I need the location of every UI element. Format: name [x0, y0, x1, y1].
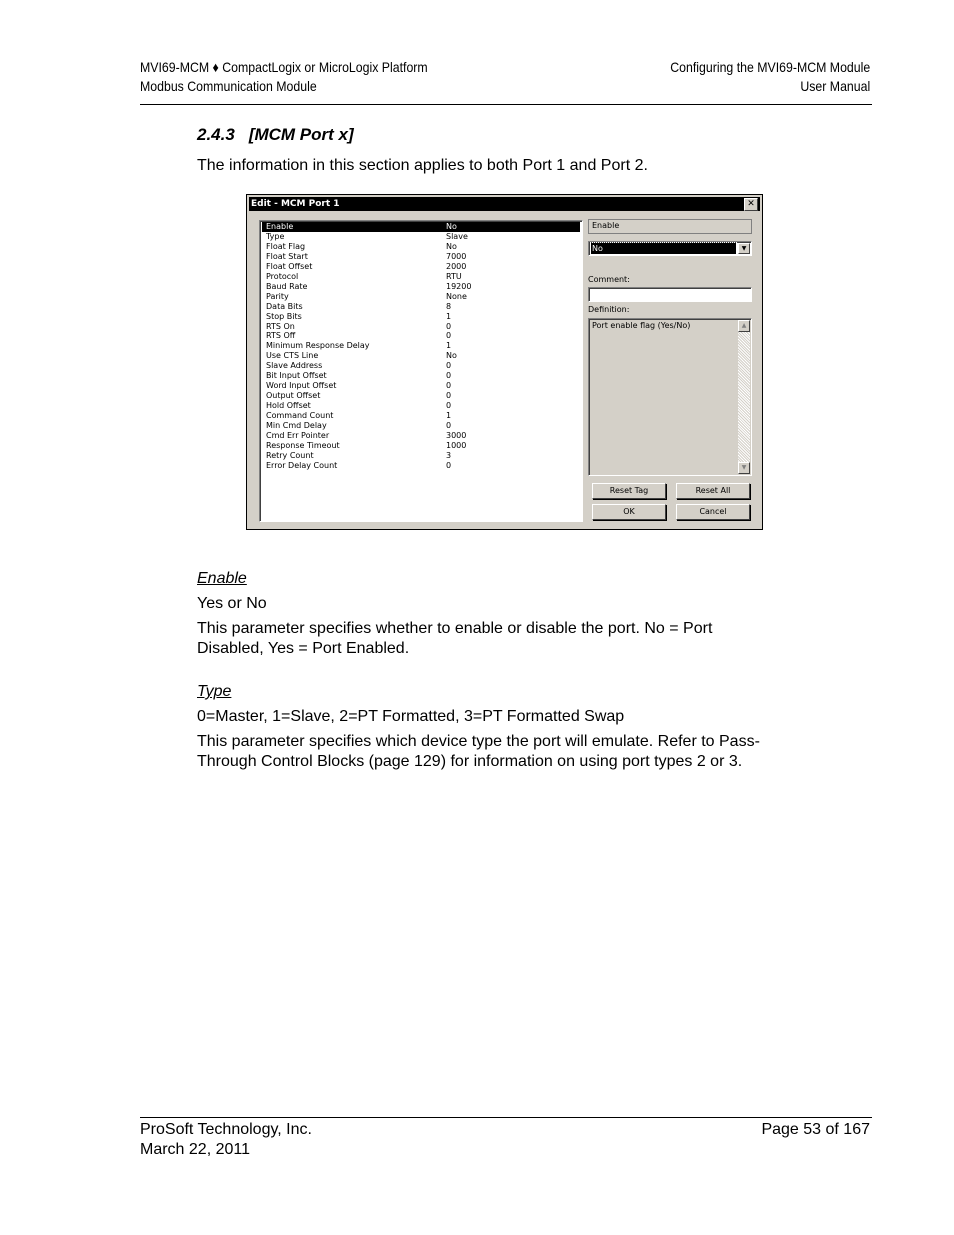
parameter-value: No	[446, 241, 457, 251]
parameter-value: 0	[446, 371, 452, 381]
section-intro: The information in this section applies to both Port 1 and Port 2.	[197, 157, 648, 174]
parameter-value: 2000	[446, 261, 467, 271]
parameter-value: 1	[446, 411, 452, 421]
edit-dialog	[246, 194, 763, 530]
section-heading	[197, 125, 354, 145]
parameter-row[interactable]	[262, 461, 580, 471]
definition-text: Port enable flag (Yes/No)	[592, 321, 691, 330]
footer-date: March 22, 2011	[140, 1141, 250, 1158]
parameter-value: 0	[446, 421, 452, 430]
parameter-name: Response Timeout	[266, 440, 340, 450]
parameter-name: Min Cmd Delay	[266, 421, 327, 430]
parameter-row[interactable]	[262, 371, 580, 381]
section-title: [MCM Port x]	[248, 125, 354, 144]
parameter-value: 0	[446, 401, 452, 411]
selected-tag-field: Enable	[588, 219, 752, 234]
parameter-row[interactable]	[262, 331, 580, 341]
header-module-line: Modbus Communication Module	[140, 78, 317, 94]
parameter-name: Protocol	[266, 271, 299, 281]
parameter-value: No	[446, 222, 457, 231]
parameter-name: Minimum Response Delay	[266, 341, 370, 351]
parameter-name: Word Input Offset	[266, 381, 337, 391]
parameter-name: Use CTS Line	[266, 351, 319, 361]
parameter-row[interactable]	[262, 451, 580, 461]
parameter-name: RTS On	[266, 321, 295, 331]
parameter-value: 0	[446, 391, 452, 401]
parameter-value: 0	[446, 331, 452, 341]
parameter-value: 3	[446, 450, 452, 460]
parameter-row[interactable]	[262, 341, 580, 351]
running-header-right	[670, 58, 870, 96]
parameter-row[interactable]	[262, 351, 580, 361]
footer-left	[140, 1120, 312, 1160]
footer-company: ProSoft Technology, Inc.	[140, 1121, 312, 1138]
parameter-name: Float Offset	[266, 261, 313, 271]
parameter-name: Command Count	[266, 411, 334, 421]
parameter-name: Float Start	[266, 251, 308, 261]
parameter-value: 7000	[446, 251, 467, 261]
scroll-up-icon[interactable]: ▲	[738, 320, 750, 332]
reset-all-button[interactable]: Reset All	[676, 483, 750, 499]
enable-description: This parameter specifies whether to enable or disable the port. No = Port Disabled, Yes = Port Enabled.	[197, 620, 713, 657]
parameter-value: 1	[446, 341, 452, 351]
parameter-name: Retry Count	[266, 450, 314, 460]
parameter-name: Cmd Err Pointer	[266, 430, 330, 440]
comment-input[interactable]	[588, 287, 752, 302]
parameter-row[interactable]	[262, 361, 580, 371]
reset-tag-button[interactable]: Reset Tag	[592, 483, 666, 499]
parameter-value: 0	[446, 460, 452, 470]
ok-button[interactable]: OK	[592, 504, 666, 520]
parameter-row[interactable]	[262, 431, 580, 441]
parameter-name: Hold Offset	[266, 401, 311, 411]
parameter-value: 3000	[446, 430, 467, 440]
parameter-name: Baud Rate	[266, 281, 308, 291]
parameter-name: Parity	[266, 291, 289, 301]
value-dropdown[interactable]	[588, 241, 752, 256]
parameter-name: Bit Input Offset	[266, 371, 327, 381]
parameter-name: Data Bits	[266, 301, 303, 311]
parameter-row[interactable]	[262, 272, 580, 282]
parameter-row[interactable]	[262, 411, 580, 421]
parameter-row[interactable]	[262, 252, 580, 262]
parameter-name: RTS Off	[266, 331, 296, 341]
header-product-line: MVI69-MCM ♦ CompactLogix or MicroLogix Platform	[140, 59, 428, 75]
parameter-name: Type	[266, 231, 285, 241]
footer-page-number: Page 53 of 167	[761, 1121, 870, 1138]
cancel-button[interactable]: Cancel	[676, 504, 750, 520]
parameter-row[interactable]	[262, 302, 580, 312]
parameter-name: Float Flag	[266, 241, 306, 251]
dialog-titlebar	[249, 197, 760, 211]
parameter-row[interactable]	[262, 222, 580, 232]
parameter-row[interactable]	[262, 322, 580, 332]
definition-label: Definition:	[588, 305, 630, 314]
parameter-value: Slave	[446, 231, 468, 241]
parameter-row[interactable]	[262, 441, 580, 451]
running-header-left	[140, 58, 428, 96]
footer-rule	[140, 1117, 872, 1118]
parameter-name: Enable	[266, 222, 294, 231]
parameter-value: 1000	[446, 440, 467, 450]
type-description: This parameter specifies which device type the port will emulate. Refer to Pass-Through Control Blocks (page 129) for information on using port types 2 or 3.	[197, 733, 760, 770]
parameter-value: 1	[446, 311, 452, 321]
type-heading: Type	[197, 683, 232, 700]
parameter-value: 0	[446, 361, 452, 371]
parameter-name: Output Offset	[266, 391, 321, 401]
parameter-row[interactable]	[262, 381, 580, 391]
parameter-list[interactable]	[259, 220, 583, 522]
parameter-value: 8	[446, 301, 452, 311]
parameter-name: Stop Bits	[266, 311, 302, 321]
type-values: 0=Master, 1=Slave, 2=PT Formatted, 3=PT Formatted Swap	[197, 708, 625, 725]
parameter-row[interactable]	[262, 282, 580, 292]
dialog-title: Edit - MCM Port 1	[251, 199, 340, 209]
parameter-value: 0	[446, 321, 452, 331]
value-dropdown-selected: No	[591, 243, 736, 254]
header-chapter-line: Configuring the MVI69-MCM Module	[670, 59, 870, 75]
scroll-down-icon[interactable]: ▼	[738, 462, 750, 474]
parameter-name: Error Delay Count	[266, 460, 338, 470]
parameter-value: RTU	[446, 271, 462, 281]
parameter-value: 0	[446, 381, 452, 391]
parameter-row[interactable]	[262, 312, 580, 322]
parameter-value: No	[446, 351, 457, 361]
parameter-value: 19200	[446, 281, 472, 291]
parameter-row[interactable]	[262, 242, 580, 252]
enable-values: Yes or No	[197, 595, 267, 612]
chevron-down-icon[interactable]: ▼	[738, 243, 750, 254]
header-manual-line: User Manual	[800, 78, 870, 94]
parameter-row[interactable]	[262, 391, 580, 401]
parameter-row[interactable]	[262, 401, 580, 411]
parameter-value: None	[446, 291, 467, 301]
parameter-row[interactable]	[262, 262, 580, 272]
parameter-row[interactable]	[262, 421, 580, 431]
comment-label: Comment:	[588, 275, 630, 284]
parameter-name: Slave Address	[266, 361, 323, 371]
section-number: 2.4.3	[197, 125, 235, 144]
parameter-row[interactable]	[262, 292, 580, 302]
close-icon[interactable]: ✕	[744, 198, 758, 211]
enable-heading: Enable	[197, 570, 247, 587]
parameter-row[interactable]	[262, 232, 580, 242]
definition-box	[588, 318, 752, 476]
definition-scrollbar[interactable]	[738, 320, 750, 474]
header-rule	[140, 104, 872, 105]
